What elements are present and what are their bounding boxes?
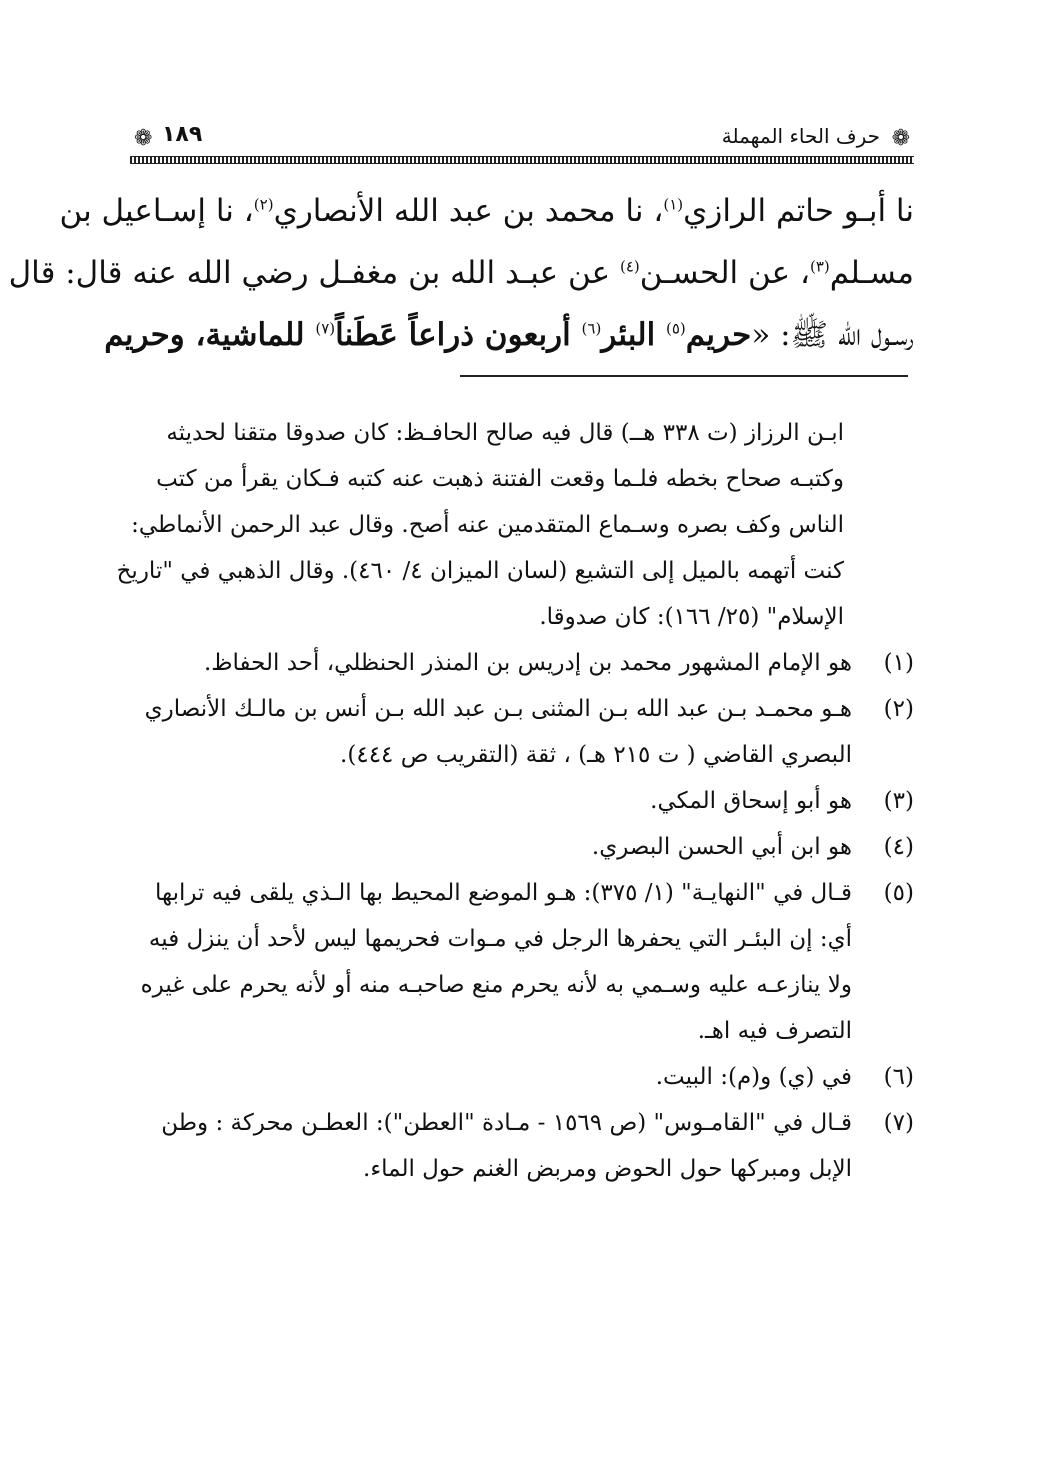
- text-segment: ، نا محمد بن عبد الله الأنصاري: [273, 193, 664, 229]
- text-segment: ، نا إسـاعيل بن: [59, 193, 254, 229]
- footnote-line: هو أبو إسحاق المكي.: [650, 788, 852, 814]
- footnote-ref: (٧): [315, 319, 336, 338]
- header-rule: [130, 156, 914, 164]
- footnote-number: (٥): [883, 880, 914, 906]
- footnote-line: قـال في "القامـوس" (ص ١٥٦٩ - مـادة "العطن"): العطـن محركة : وطن: [161, 1110, 852, 1136]
- main-line-3: [104, 304, 914, 366]
- continuation-line: الناس وكف بصره وسـماع المتقدمين عنه أصح. وقال عبد الرحمن الأنماطي:: [131, 512, 844, 538]
- footnote-number: (١): [883, 650, 914, 676]
- main-line-2: [8, 242, 914, 304]
- footnote-7: [130, 1100, 914, 1192]
- footnote-line: أي: إن البئـر التي يحفرها الرجل في مـوات فحريمها ليس لأحد أن ينزل فيه: [148, 926, 852, 952]
- running-header: [130, 120, 914, 166]
- continuation-line: وكتبـه صحاح بخطه فلـما وقعت الفتنة ذهبت عنه كتبه فـكان يقرأ من كتب: [156, 466, 844, 492]
- continuation-line: الإسلام" (٢٥/ ١٦٦): كان صدوقا.: [539, 604, 844, 630]
- text-segment: ، عن الحسـن: [639, 255, 810, 291]
- footnote-number: (٤): [883, 834, 914, 860]
- footnote-ref: (٤): [619, 257, 640, 276]
- footnote-line: هو الإمام المشهور محمد بن إدريس بن المنذر الحنظلي، أحد الحفاظ.: [203, 650, 852, 676]
- hadith-text: أربعون ذراعاً عَطَناً: [335, 317, 582, 353]
- ornament-icon: ❁: [891, 126, 910, 151]
- hadith-text: حريم: [685, 317, 752, 353]
- footnote-number: (٧): [883, 1110, 914, 1136]
- footnote-ref: (٦): [581, 319, 602, 338]
- footnote-line: الإبل ومبركها حول الحوض ومربض الغنم حول الماء.: [363, 1156, 852, 1182]
- text-segment: نا أبـو حاتم الرازي: [683, 193, 914, 229]
- continuation-line: ابـن الرزاز (ت ٣٣٨ هــ) قال فيه صالح الحافـظ: كان صدوقا متقنا لحديثه: [166, 420, 844, 446]
- continuation-line: كنت أتهمه بالميل إلى التشيع (لسان الميزان ٤/ ٤٦٠). وقال الذهبي في "تاريخ: [116, 558, 844, 584]
- footnote-4: [130, 824, 914, 870]
- text-segment: مسـلم: [829, 255, 914, 291]
- footnote-line: البصري القاضي ( ت ٢١٥ هـ) ، ثقة (التقريب ص ٤٤٤).: [340, 742, 852, 768]
- footnote-number: (٣): [883, 788, 914, 814]
- text-segment: عن عبـد الله بن مغفـل رضي الله عنه قال: قال: [8, 255, 620, 291]
- footnote-line: هو ابن أبي الحسن البصري.: [591, 834, 852, 860]
- footnote-line: التصرف فيه اهـ.: [697, 1018, 852, 1044]
- footnote-line: هـو محمـد بـن عبد الله بـن المثنى بـن عبد الله بـن أنس بن مالـك الأنصاري: [144, 696, 852, 722]
- text-segment: رسـول الله ﷺ: «: [751, 317, 914, 353]
- hadith-text: للماشية، وحريم: [104, 317, 316, 353]
- footnote-2: [130, 686, 914, 778]
- footnote-ref: (٢): [253, 195, 274, 214]
- footnote-ref: (٣): [809, 257, 830, 276]
- hadith-text: البئر: [601, 317, 666, 353]
- main-text: [8, 180, 914, 366]
- footnote-line: في (ي) و(م): البيت.: [655, 1064, 852, 1090]
- footnote-3: [130, 778, 914, 824]
- page-number: ١٨٩: [162, 122, 203, 147]
- footnote-line: ولا ينازعـه عليه وسـمي به لأنه يحرم منع صاحبـه منه أو لأنه يحرم على غيره: [140, 972, 852, 998]
- footnote-1: [130, 640, 914, 686]
- footnote-number: (٦): [883, 1064, 914, 1090]
- main-line-1: [59, 180, 914, 242]
- footnote-number: (٢): [883, 696, 914, 722]
- footnote-ref: (١): [663, 195, 684, 214]
- footnote-divider: [460, 375, 908, 377]
- footnote-5: [130, 870, 914, 1054]
- footnote-continuation: [116, 410, 844, 640]
- footnote-ref: (٥): [666, 319, 686, 338]
- footnote-line: قـال في "النهايـة" (١/ ٣٧٥): هـو الموضع المحيط بها الـذي يلقى فيه ترابها: [154, 880, 852, 906]
- footnotes: [116, 410, 914, 1192]
- ornament-icon: ❁: [134, 126, 153, 151]
- footnote-6: [130, 1054, 914, 1100]
- chapter-title: حرف الحاء المهملة: [721, 124, 880, 148]
